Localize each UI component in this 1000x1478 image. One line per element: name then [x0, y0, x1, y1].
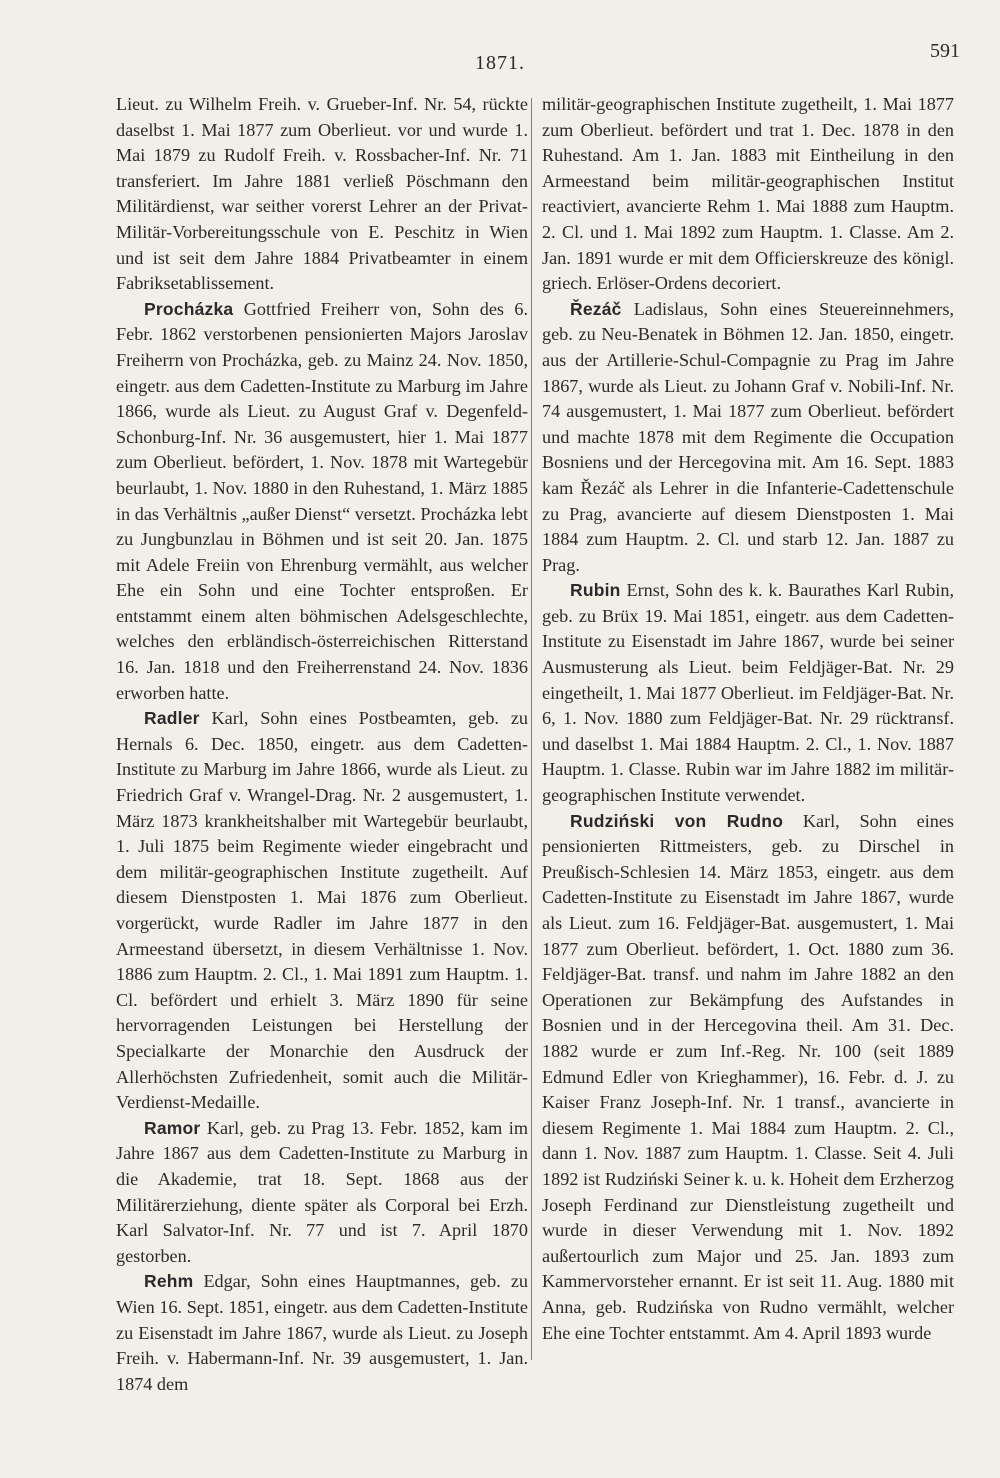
entry-text: Karl, geb. zu Prag 13. Febr. 1852, kam im Jahre 1867 aus dem Cadetten-Institute zu Marburg in die Akademie, trat 18. Sept. 1868 aus der Militärerziehung, diente später als Corporal bei Erzh. Karl Salvator-Inf. Nr. 77 und ist 7. April 1870 gestorben.	[116, 1117, 528, 1266]
entry-name: Radler	[144, 708, 200, 729]
paragraph	[116, 92, 528, 297]
entry-name: Ramor	[144, 1117, 201, 1138]
biography-entry	[542, 809, 954, 1346]
page-header-year: 1871.	[475, 52, 525, 74]
paragraph	[542, 92, 954, 297]
entry-text: Ernst, Sohn des k. k. Baurathes Karl Rubin, geb. zu Brüx 19. Mai 1851, eingetr. aus dem Cadetten-Institute zu Eisenstadt im Jahre 1867, wurde bei seiner Ausmusterung als Lieut. beim Feldjäger-Bat. Nr. 29 eingetheilt, 1. Mai 1877 Oberlieut. im Feldjäger-Bat. Nr. 6, 1. Nov. 1880 zum Feldjäger-Bat. Nr. 29 rücktransf. und daselbst 1. Mai 1884 Hauptm. 2. Cl., 1. Nov. 1887 Hauptm. 1. Classe. Rubin war im Jahre 1882 im militär-geographischen Institute verwendet.	[542, 580, 954, 806]
entry-name: Procházka	[144, 298, 234, 319]
biography-entry	[116, 297, 528, 707]
biography-entry	[116, 706, 528, 1116]
page-number: 591	[930, 40, 960, 62]
column-divider	[531, 98, 532, 1360]
biography-entry	[542, 297, 954, 579]
biography-entry	[116, 1269, 528, 1397]
right-column	[542, 92, 954, 1346]
entry-name: Rubin	[570, 580, 621, 601]
entry-name: Řezáč	[570, 298, 622, 319]
entry-text: Gottfried Freiherr von, Sohn des 6. Febr. 1862 verstorbenen pensionierten Majors Jaroslav Freiherrn von Procházka, geb. zu Mainz 24. Nov. 1850, eingetr. aus dem Cadetten-Institute zu Marburg im Jahre 1866, wurde als Lieut. zu August Graf v. Degenfeld-Schonburg-Inf. Nr. 36 ausgemustert, hier 1. Mai 1877 zum Oberlieut. befördert, 1. Nov. 1878 mit Wartegebür beurlaubt, 1. Nov. 1880 in den Ruhestand, 1. März 1885 in das Verhältnis „außer Dienst“ versetzt. Procházka lebt zu Jungbunzlau in Böhmen und ist seit 20. Jan. 1875 mit Adele Freiin von Ehrenburg vermählt, aus welcher Ehe ein Sohn und eine Tochter entsproßen. Er entstammt einem alten böhmischen Adelsgeschlechte, welches den erbländisch-österreichischen Ritterstand 16. Jan. 1818 und den Freiherrenstand 24. Nov. 1836 erworben hatte.	[116, 298, 529, 703]
biography-entry	[116, 1116, 528, 1270]
entry-text: Edgar, Sohn eines Hauptmannes, geb. zu Wien 16. Sept. 1851, eingetr. aus dem Cadetten-Institute zu Eisenstadt im Jahre 1867, wurde als Lieut. zu Joseph Freih. v. Habermann-Inf. Nr. 39 ausgemustert, 1. Jan. 1874 dem	[116, 1271, 528, 1394]
entry-name: Rehm	[144, 1271, 194, 1292]
entry-name: Rudziński von Rudno	[570, 810, 784, 831]
entry-text: militär-geographischen Institute zugetheilt, 1. Mai 1877 zum Oberlieut. befördert und trat 1. Dec. 1878 in den Ruhestand. Am 1. Jan. 1883 mit Eintheilung in den Armeestand beim militär-geographischen Institut reactiviert, avancierte Rehm 1. Mai 1888 zum Hauptm. 2. Cl. und 1. Mai 1892 zum Hauptm. 1. Classe. Am 2. Jan. 1891 wurde er mit dem Officierskreuze des königl. griech. Erlöser-Ordens decoriert.	[542, 94, 954, 294]
entry-text: Lieut. zu Wilhelm Freih. v. Grueber-Inf. Nr. 54, rückte daselbst 1. Mai 1877 zum Oberlieut. vor und wurde 1. Mai 1879 zu Rudolf Freih. v. Rossbacher-Inf. Nr. 71 transferiert. Im Jahre 1881 verließ Pöschmann den Militärdienst, war seither vorerst Lehrer an der Privat-Militär-Vorbereitungsschule von E. Peschitz in Wien und ist seit dem Jahre 1884 Privatbeamter in einem Fabriksetablissement.	[116, 94, 528, 294]
left-column	[116, 92, 528, 1397]
biography-entry	[542, 578, 954, 808]
entry-text: Ladislaus, Sohn eines Steuereinnehmers, geb. zu Neu-Benatek in Böhmen 12. Jan. 1850, eingetr. aus der Artillerie-Schul-Compagnie zu Prag im Jahre 1867, wurde als Lieut. zu Johann Graf v. Nobili-Inf. Nr. 74 ausgemustert, 1. Mai 1877 zum Oberlieut. befördert und machte 1878 mit dem Regimente die Occupation Bosniens und der Hercegovina mit. Am 16. Sept. 1883 kam Řezáč als Lehrer in die Infanterie-Cadettenschule zu Prag, avancierte auf diesem Dienstposten 1. Mai 1884 zum Hauptm. 2. Cl. und starb 12. Jan. 1887 zu Prag.	[542, 298, 954, 575]
entry-text: Karl, Sohn eines Postbeamten, geb. zu Hernals 6. Dec. 1850, eingetr. aus dem Cadetten-Institute zu Marburg im Jahre 1866, wurde als Lieut. zu Friedrich Graf v. Wrangel-Drag. Nr. 2 ausgemustert, 1. März 1873 krankheitshalber mit Wartegebür beurlaubt, 1. Juli 1875 beim Regimente wieder eingebracht und dem militär-geographischen Institute zugetheilt. Auf diesem Dienstposten 1. Mai 1876 zum Oberlieut. vorgerückt, wurde Radler im Jahre 1877 in den Armeestand übersetzt, in diesem Verhältnisse 1. Nov. 1886 zum Hauptm. 2. Cl., 1. Mai 1891 zum Hauptm. 1. Cl. befördert und erhielt 3. März 1890 für seine hervorragenden Leistungen bei Herstellung der Specialkarte der Monarchie den Ausdruck der Allerhöchsten Zufriedenheit, somit auch die Militär-Verdienst-Medaille.	[116, 708, 528, 1113]
entry-text: Karl, Sohn eines pensionierten Rittmeisters, geb. zu Dirschel in Preußisch-Schlesien 14. März 1853, eingetr. aus dem Cadetten-Institute zu Eisenstadt im Jahre 1867, wurde als Lieut. zum 16. Feldjäger-Bat. ausgemustert, 1. Mai 1877 zum Oberlieut. befördert, 1. Oct. 1880 zum 36. Feldjäger-Bat. transf. und nahm im Jahre 1882 an den Operationen zur Bekämpfung des Aufstandes in Bosnien und in der Hercegovina theil. Am 31. Dec. 1882 wurde er zum Inf.-Reg. Nr. 100 (seit 1889 Edmund Edler von Krieghammer), 16. Febr. d. J. zu Kaiser Franz Joseph-Inf. Nr. 1 transf., avancierte in diesem Regimente 1. Mai 1884 zum Hauptm. 2. Cl., dann 1. Nov. 1887 zum Hauptm. 1. Classe. Seit 4. Juli 1892 ist Rudziński Seiner k. u. k. Hoheit dem Erzherzog Joseph Ferdinand zur Dienstleistung zugetheilt und wurde in dieser Verwendung mit 1. Nov. 1892 außertourlich zum Major und 25. Jan. 1893 zum Kammervorsteher ernannt. Er ist seit 11. Aug. 1880 mit Anna, geb. Rudzińska von Rudno vermählt, welcher Ehe eine Tochter entstammt. Am 4. April 1893 wurde	[542, 810, 954, 1343]
